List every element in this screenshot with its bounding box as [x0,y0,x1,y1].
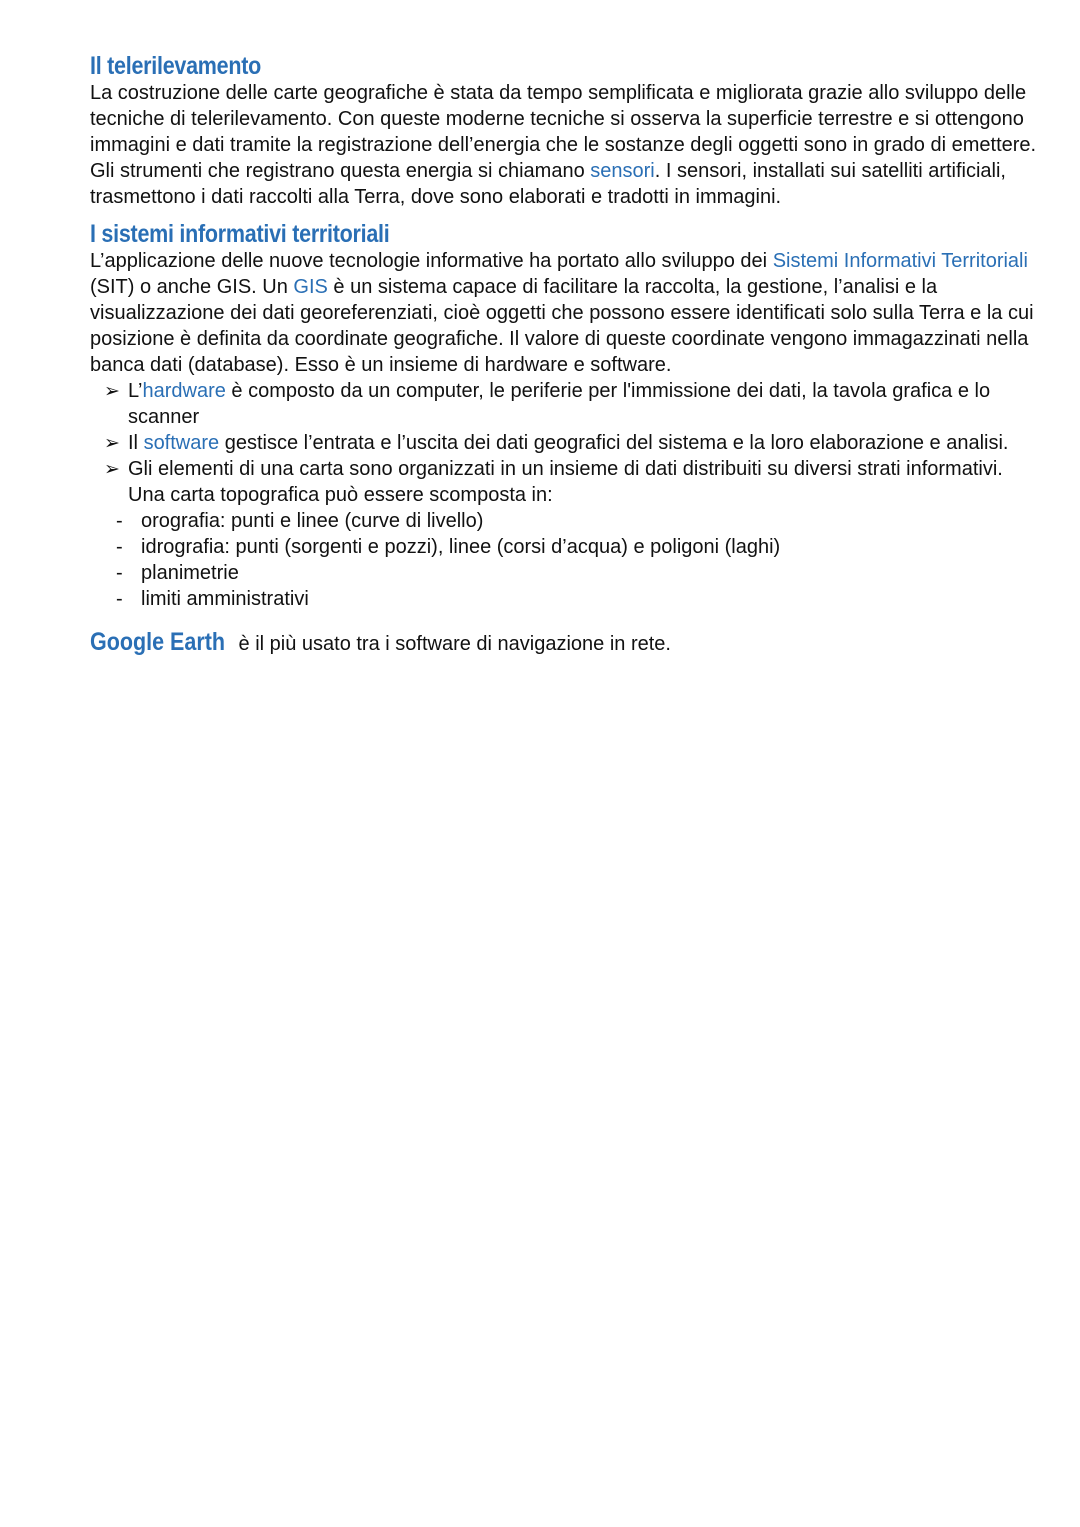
list-text: L’ [128,380,143,402]
closing-paragraph [90,628,1040,658]
list-text: è composto da un computer, le periferie per l'immissione dei dati, la tavola grafica e lo scanner [128,380,991,428]
term-google-earth: Google Earth [90,628,225,656]
term-gis: GIS [293,276,328,298]
list-item-hardware [90,378,1040,430]
dash-bullet: - [116,562,123,584]
arrow-bullet-icon: ➢ [104,458,120,480]
paragraph-sit [90,248,1040,378]
paragraph-telerilevamento [90,80,1040,210]
list-text: gestisce l’entrata e l’uscita dei dati geografici del sistema e la loro elaborazione e analisi. [219,432,1009,454]
dash-bullet: - [116,536,123,558]
list-item [90,560,1040,586]
closing-text: è il più usato tra i software di navigazione in rete. [232,633,671,655]
paragraph-text: La costruzione delle carte geografiche è stata da tempo semplificata e migliorata grazie allo sviluppo delle tecniche di telerilevamento. Con queste moderne tecniche si osserva la superficie terrestre e si ottengono immagini e dati tramite la registrazione dell’energia che le sostanze degli oggetti sono in grado di emettere. Gli strumenti che registrano questa energia si chiamano [90,82,1037,182]
term-software: software [143,432,220,454]
list-text: planimetrie [141,562,239,584]
paragraph-text: . I sensori, installati sui satelliti artificiali, trasmettono i dati raccolti alla Terra, dove sono elaborati e tradotti in immagini. [90,160,1006,208]
arrow-list [90,378,1040,508]
dash-bullet: - [116,588,123,610]
document-page [90,52,1040,658]
dash-list [90,508,1040,612]
list-item [90,586,1040,612]
list-item [90,534,1040,560]
arrow-bullet-icon: ➢ [104,380,120,402]
term-sensori: sensori [590,160,655,182]
list-text: Gli elementi di una carta sono organizzati in un insieme di dati distribuiti su diversi strati informativi. Una carta topografica può essere scomposta in: [128,458,1003,506]
arrow-bullet-icon: ➢ [104,432,120,454]
paragraph-text: (SIT) o anche GIS. Un [90,276,294,298]
paragraph-text: è un sistema capace di facilitare la raccolta, la gestione, l’analisi e la visualizzazione dei dati georeferenziati, cioè oggetti che possono essere identificati solo sulla Terra e la cui posizione è definita da coordinate geografiche. Il valore di queste coordinate vengono immagazzinati nella banca dati (database). Esso è un insieme di hardware e software. [90,276,1034,376]
list-item-strati [90,456,1040,508]
section-title-telerilevamento: Il telerilevamento [90,52,262,80]
section-title-sit: I sistemi informativi territoriali [90,220,390,248]
list-item [90,508,1040,534]
dash-bullet: - [116,510,123,532]
list-text: orografia: punti e linee (curve di livello) [141,510,484,532]
list-text: limiti amministrativi [141,588,309,610]
list-text: Il [128,432,144,454]
list-item-software [90,430,1040,456]
list-text: idrografia: punti (sorgenti e pozzi), linee (corsi d’acqua) e poligoni (laghi) [141,536,781,558]
term-sit: Sistemi Informativi Territoriali [772,250,1028,272]
paragraph-text: L’applicazione delle nuove tecnologie informative ha portato allo sviluppo dei [90,250,773,272]
term-hardware: hardware [142,380,226,402]
